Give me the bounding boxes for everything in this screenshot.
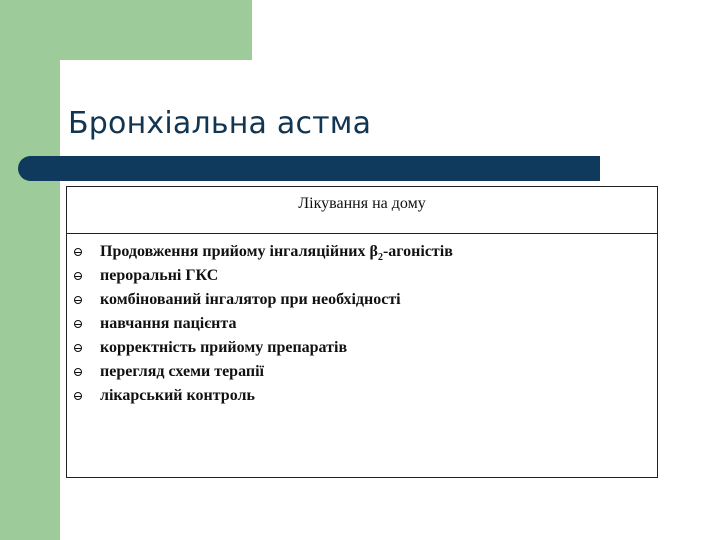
list-item-text-suffix: -агоністів <box>382 243 453 260</box>
list-item-text: Продовження прийому інгаляційних β <box>100 243 378 260</box>
treatment-table <box>66 186 658 478</box>
circle-bullet-icon <box>74 344 82 352</box>
circle-bullet-icon <box>74 248 82 256</box>
list-item <box>67 384 657 408</box>
green-top-decoration <box>0 0 252 60</box>
list-item-text: комбінований інгалятор при необхідності <box>100 291 401 308</box>
treatment-list <box>67 234 657 408</box>
circle-bullet-icon <box>74 392 82 400</box>
circle-bullet-icon <box>74 272 82 280</box>
list-item-text: пероральні ГКС <box>100 267 219 284</box>
list-item <box>67 264 657 288</box>
list-item <box>67 312 657 336</box>
circle-bullet-icon <box>74 320 82 328</box>
list-item <box>67 336 657 360</box>
list-item-text: лікарський контроль <box>100 387 255 404</box>
circle-bullet-icon <box>74 296 82 304</box>
list-item-text: навчання пацієнта <box>100 315 237 332</box>
list-item <box>67 240 657 264</box>
circle-bullet-icon <box>74 368 82 376</box>
table-header: Лікування на дому <box>67 187 657 234</box>
list-item <box>67 360 657 384</box>
slide-title: Бронхіальна астма <box>68 106 372 141</box>
list-item-text: перегляд схеми терапії <box>100 363 264 380</box>
list-item <box>67 288 657 312</box>
list-item-text: корректність прийому препаратів <box>100 339 348 356</box>
green-sidebar-decoration <box>0 0 60 540</box>
list-item-subscript: 2 <box>377 252 383 264</box>
title-underline-bar <box>18 156 600 181</box>
